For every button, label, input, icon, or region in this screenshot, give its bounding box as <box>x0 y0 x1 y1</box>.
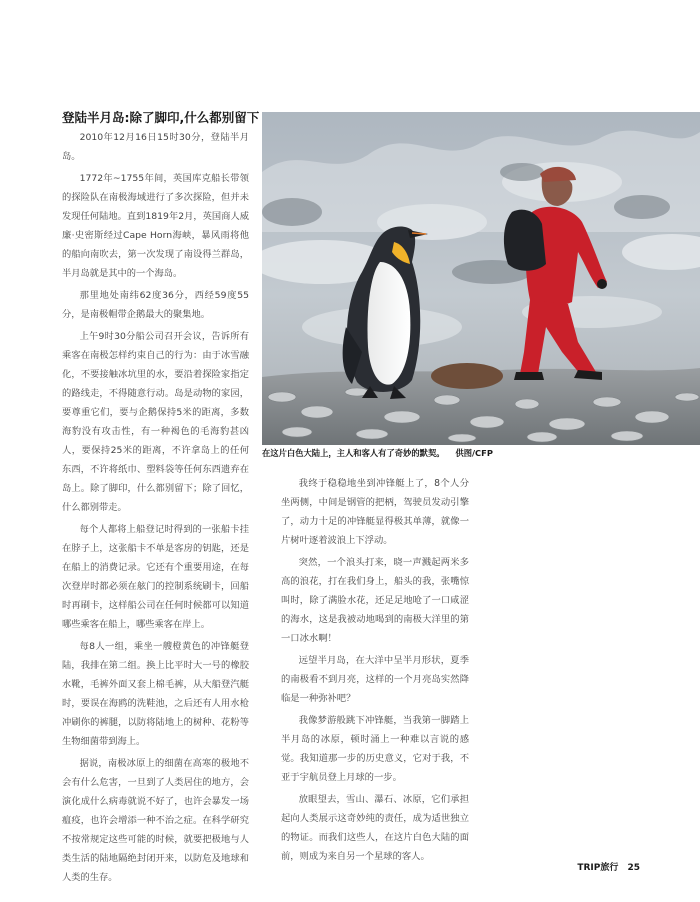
photo-caption: 在这片白色大陆上，主人和客人有了奇妙的默契。 <box>262 448 445 458</box>
right-paragraph-2: 突然，一个浪头打来，晓一声溅起两米多高的浪花，打在我们身上，船头的我，张嘴惊叫时，除了满脸水花，还足足地呛了一口咸涩的海水，这是我被动地喝到的南极大洋里的第一口冰水啊！ <box>281 557 469 644</box>
right-paragraph-1: 我终于稳稳地坐到冲锋艇上了，8个人分坐两侧，中间是钢管的把柄，驾驶员发动引擎了，动力十足的冲锋艇显得极其单薄，就像一片树叶逐着波浪上下浮动。 <box>281 478 469 546</box>
moss-clump <box>431 363 503 389</box>
left-paragraph-3: 那里地处南纬62度36分，西经59度55分，是南极帽带企鹅最大的聚集地。 <box>62 290 249 320</box>
page-number: 25 <box>627 863 640 873</box>
left-paragraph-4: 上午9时30分船公司召开会议，告诉所有乘客在南极怎样约束自己的行为：由于冰雪融化，不要接触冰坑里的水，要沿着探险家指定的路线走，不得随意行动。岛是动物的家园，要尊重它们，要与企鹅保持5米的距离，多数海豹没有攻击性，有一种褐色的毛海豹甚凶人，要保持25米的距离，不许拿岛上的任何东西，不许将纸巾、塑料袋等任何东西遗弃在岛上。除了脚印，什么都别留下；除了回忆，什么都别带走。 <box>62 331 249 513</box>
left-paragraph-2: 1772年~1755年间，英国库克船长带领的探险队在南极海域进行了多次探险，但并未发现任何陆地。直到1819年2月，英国商人威廉·史密斯经过Cape Horn海峡，暴风雨将他的船向南吹去，第一次发现了南设得兰群岛，半月岛就是其中的一个海岛。 <box>62 173 249 279</box>
penguin-photo <box>262 112 700 445</box>
photo-caption-row <box>262 447 682 459</box>
left-paragraph-1: 2010年12月16日15时30分，登陆半月岛。 <box>62 132 249 162</box>
right-paragraph-4: 我像梦游般跳下冲锋艇，当我第一脚踏上半月岛的冰原，顿时涌上一种难以言说的感觉。我知道那一步的历史意义，它对于我，不亚于宇航员登上月球的一步。 <box>281 715 469 783</box>
page-footer <box>577 860 640 873</box>
left-column <box>62 109 260 890</box>
right-paragraph-3: 远望半月岛，在大洋中呈半月形状，夏季的南极看不到月亮，这样的一个月亮岛实然降临是一种弥补吧？ <box>281 655 469 704</box>
right-column <box>281 474 469 869</box>
left-paragraph-5: 每个人都将上船登记时得到的一张船卡挂在脖子上，这张船卡不单是客房的钥匙，还是在船上的消费记录。它还有个重要用途，在每次登岸时都必须在舷门的控制系统刷卡，回船时再刷卡，这样船公司在任何时候都可以知道哪些乘客在船上，哪些乘客在岸上。 <box>62 524 249 630</box>
article-heading: 登陆半月岛:除了脚印,什么都别留下 <box>62 110 260 125</box>
photo-credit: 供图/CFP <box>455 448 493 458</box>
penguin-photo-illustration <box>262 112 700 445</box>
magazine-name: TRIP旅行 <box>577 863 619 873</box>
right-paragraph-5: 放眼望去，雪山、瀑石、冰原，它们承担起向人类展示这奇妙纯的责任，成为适世独立的物证。而我们这些人，在这片白色大陆的面前，则成为来自另一个星球的客人。 <box>281 794 469 862</box>
left-paragraph-6: 每8人一组，乘坐一艘橙黄色的冲锋艇登陆，我排在第二组。换上比平时大一号的橡胶水靴，毛裤外面又套上棉毛裤，从大船登汽艇时，要误在海鸥的洗鞋池，之后还有人用水枪冲刷你的裤腿，以防将陆地上的树种、花粉等生物细菌带到海上。 <box>62 641 249 747</box>
left-paragraph-7: 据说，南极冰原上的细菌在高寒的极地不会有什么危害，一旦到了人类居住的地方，会演化成什么病毒就说不好了，也许会暴发一场瘟疫，也许会增添一种不治之症。在科学研究不按常规定这些可能的时候，就要把极地与人类生活的陆地隔绝封闭开来，以防危及地球和人类的生存。 <box>62 758 249 883</box>
